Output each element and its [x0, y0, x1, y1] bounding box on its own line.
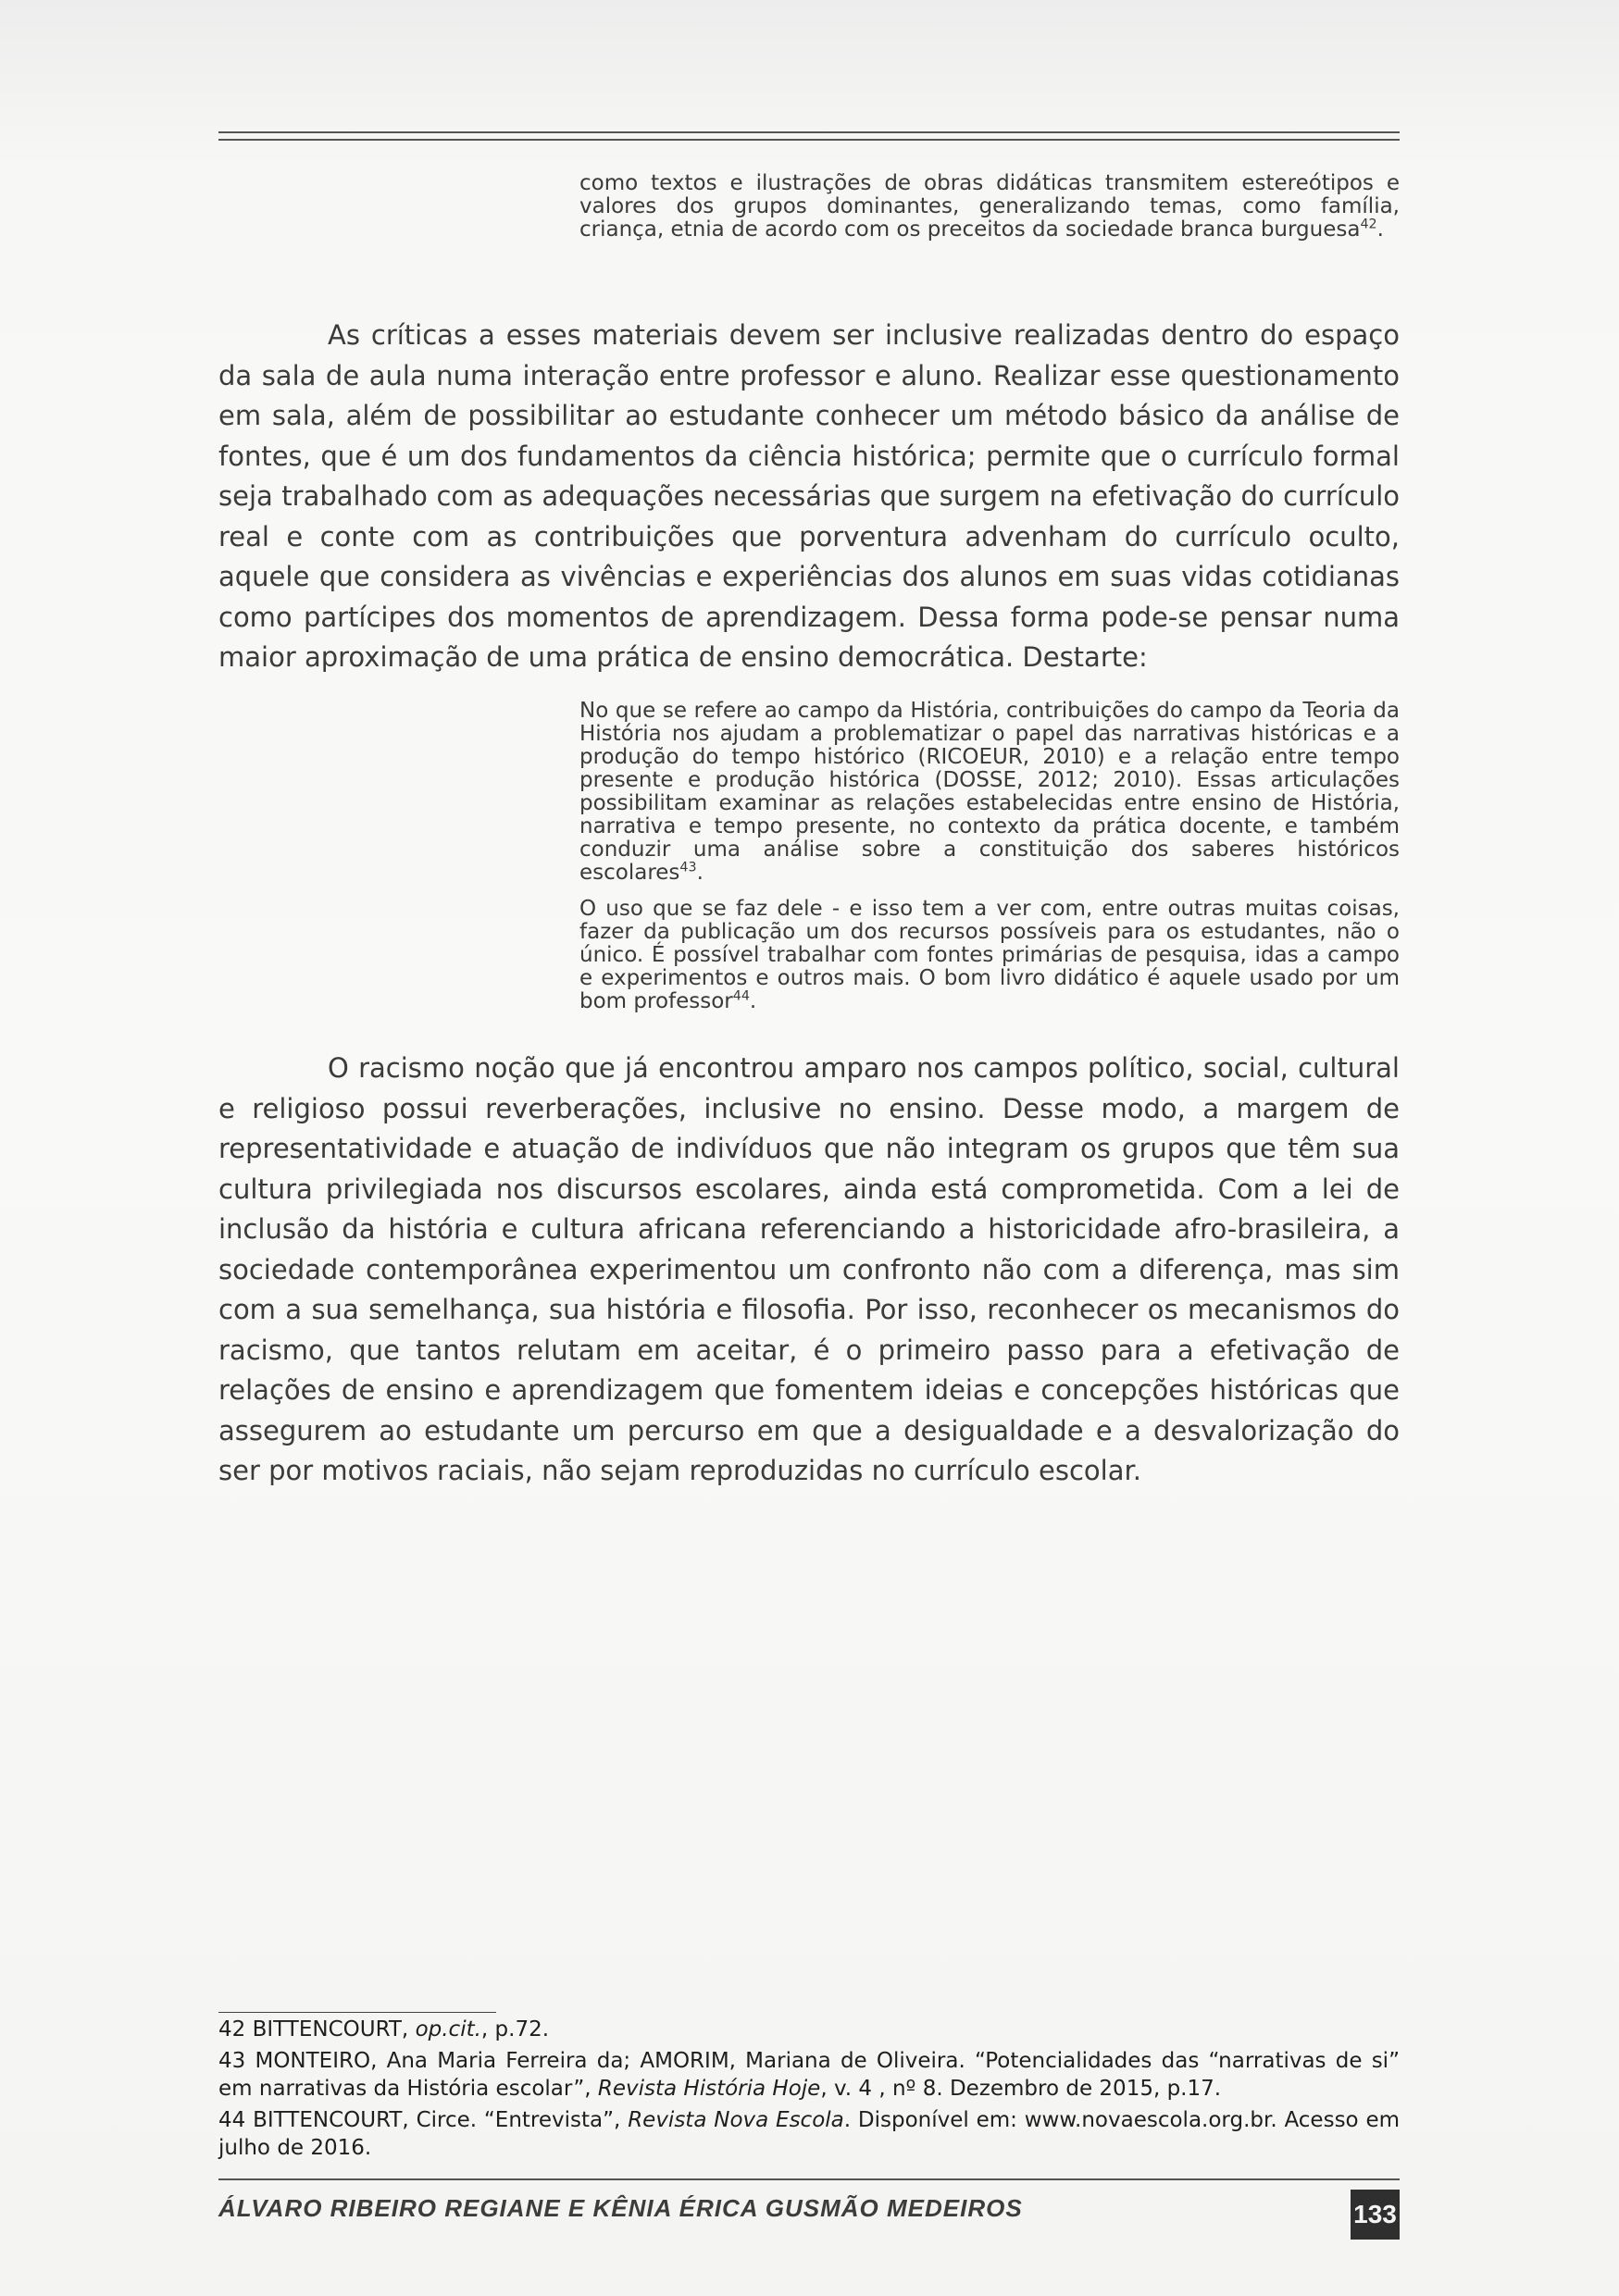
footnote-ref-44[interactable]: 44 [732, 988, 750, 1004]
block-quote-middle-paragraph-2 [579, 898, 1400, 1013]
header-rule-top [218, 131, 1400, 133]
footnote-42-italic: op.cit. [415, 2017, 481, 2042]
block-quote-top [579, 172, 1400, 242]
footnote-44-italic: Revista Nova Escola [628, 2108, 844, 2132]
block-quote-middle-text-2: O uso que se faz dele - e isso tem a ver com, entre outras muitas coisas, fazer da publicação um dos recursos possíveis para os estudantes, não o único. É possível trabalhar com fontes primárias de pesquisa, idas a campo e experimentos e outros mais. O bom livro didático é aquele usado por um bom professor [579, 897, 1400, 1013]
block-quote-middle-paragraph-1 [579, 700, 1400, 885]
block-quote-top-text: como textos e ilustrações de obras didáticas transmitem estereótipos e valores dos grupos dominantes, generalizando temas, como família, criança, etnia de acordo com os preceitos da sociedade branca burguesa [579, 171, 1400, 242]
block-quote-middle-end-1: . [696, 861, 704, 885]
footnote-ref-42[interactable]: 42 [1360, 217, 1377, 232]
footnote-ref-43[interactable]: 43 [679, 860, 697, 875]
footnote-44 [218, 2106, 1400, 2162]
body-paragraph-2: O racismo noção que já encontrou amparo nos campos político, social, cultural e religioso possui reverberações, inclusive no ensino. Desse modo, a margem de representatividade e atuação de indivíduos que não integram os grupos que têm sua cultura privilegiada nos discursos escolares, ainda está comprometida. Com a lei de inclusão da história e cultura africana referenciando a historicidade afro-brasileira, a sociedade contemporânea experimentou um confronto não com a diferença, mas sim com a sua semelhança, sua história e filosofia. Por isso, reconhecer os mecanismos do racismo, que tantos relutam em aceitar, é o primeiro passo para a efetivação de relações de ensino e aprendizagem que fomentem ideias e concepções históricas que assegurem ao estudante um percurso em que a desigualdade e a desvalorização do ser por motivos raciais, não sejam reproduzidas no currículo escolar. [218, 1052, 1400, 1486]
block-quote-middle-text-1: No que se refere ao campo da História, contribuições do campo da Teoria da História nos ajudam a problematizar o papel das narrativas históricas e a produção do tempo histórico (RICOEUR, 2010) e a relação entre tempo presente e produção histórica (DOSSE, 2012; 2010). Essas articulações possibilitam examinar as relações estabelecidas entre ensino de História, narrativa e tempo presente, no contexto da prática docente, e também conduzir uma análise sobre a constituição dos saberes históricos escolares [579, 699, 1400, 885]
footnote-43-text: 43 MONTEIRO, Ana Maria Ferreira da; AMORIM, Mariana de Oliveira. “Potencialidades das “narrativas de si” em narrativas da História escolar”, [218, 2049, 1400, 2101]
block-quote-top-paragraph [579, 172, 1400, 242]
block-quote-middle [579, 700, 1400, 1013]
footnote-42-suffix: , p.72. [480, 2017, 550, 2042]
footnote-42-text: 42 BITTENCOURT, [218, 2017, 416, 2042]
footnote-42 [218, 2016, 1400, 2043]
footnote-43 [218, 2047, 1400, 2103]
footer-rule [218, 2178, 1400, 2180]
footnote-44-suffix: . Disponível em: www.novaescola.org.br. Acesso em julho de 2016. [218, 2108, 1400, 2160]
block-quote-middle-end-2: . [749, 989, 757, 1013]
footnotes [218, 2016, 1400, 2166]
header-rule-bottom [218, 139, 1400, 141]
footnote-43-suffix: , v. 4 , nº 8. Dezembro de 2015, p.17. [820, 2077, 1222, 2101]
footnote-43-italic: Revista História Hoje [597, 2077, 821, 2101]
footnote-separator [218, 2012, 496, 2013]
body-paragraph-1: As críticas a esses materiais devem ser inclusive realizadas dentro do espaço da sala de aula numa interação entre professor e aluno. Realizar esse questionamento em sala, além de possibilitar ao estudante conhecer um método básico da análise de fontes, que é um dos fundamentos da ciência histórica; permite que o currículo formal seja trabalhado com as adequações necessárias que surgem na efetivação do currículo real e conte com as contribuições que porventura advenham do currículo oculto, aquele que considera as vivências e experiências dos alunos em suas vidas cotidianas como partícipes dos momentos de aprendizagem. Dessa forma pode-se pensar numa maior aproximação de uma prática de ensino democrática. Destarte: [218, 319, 1400, 673]
footer-authors: ÁLVARO RIBEIRO REGIANE E KÊNIA ÉRICA GUSMÃO MEDEIROS [218, 2194, 1023, 2222]
block-quote-top-end: . [1376, 217, 1384, 242]
page-number: 133 [1351, 2190, 1400, 2240]
footnote-44-text: 44 BITTENCOURT, Circe. “Entrevista”, [218, 2108, 629, 2132]
